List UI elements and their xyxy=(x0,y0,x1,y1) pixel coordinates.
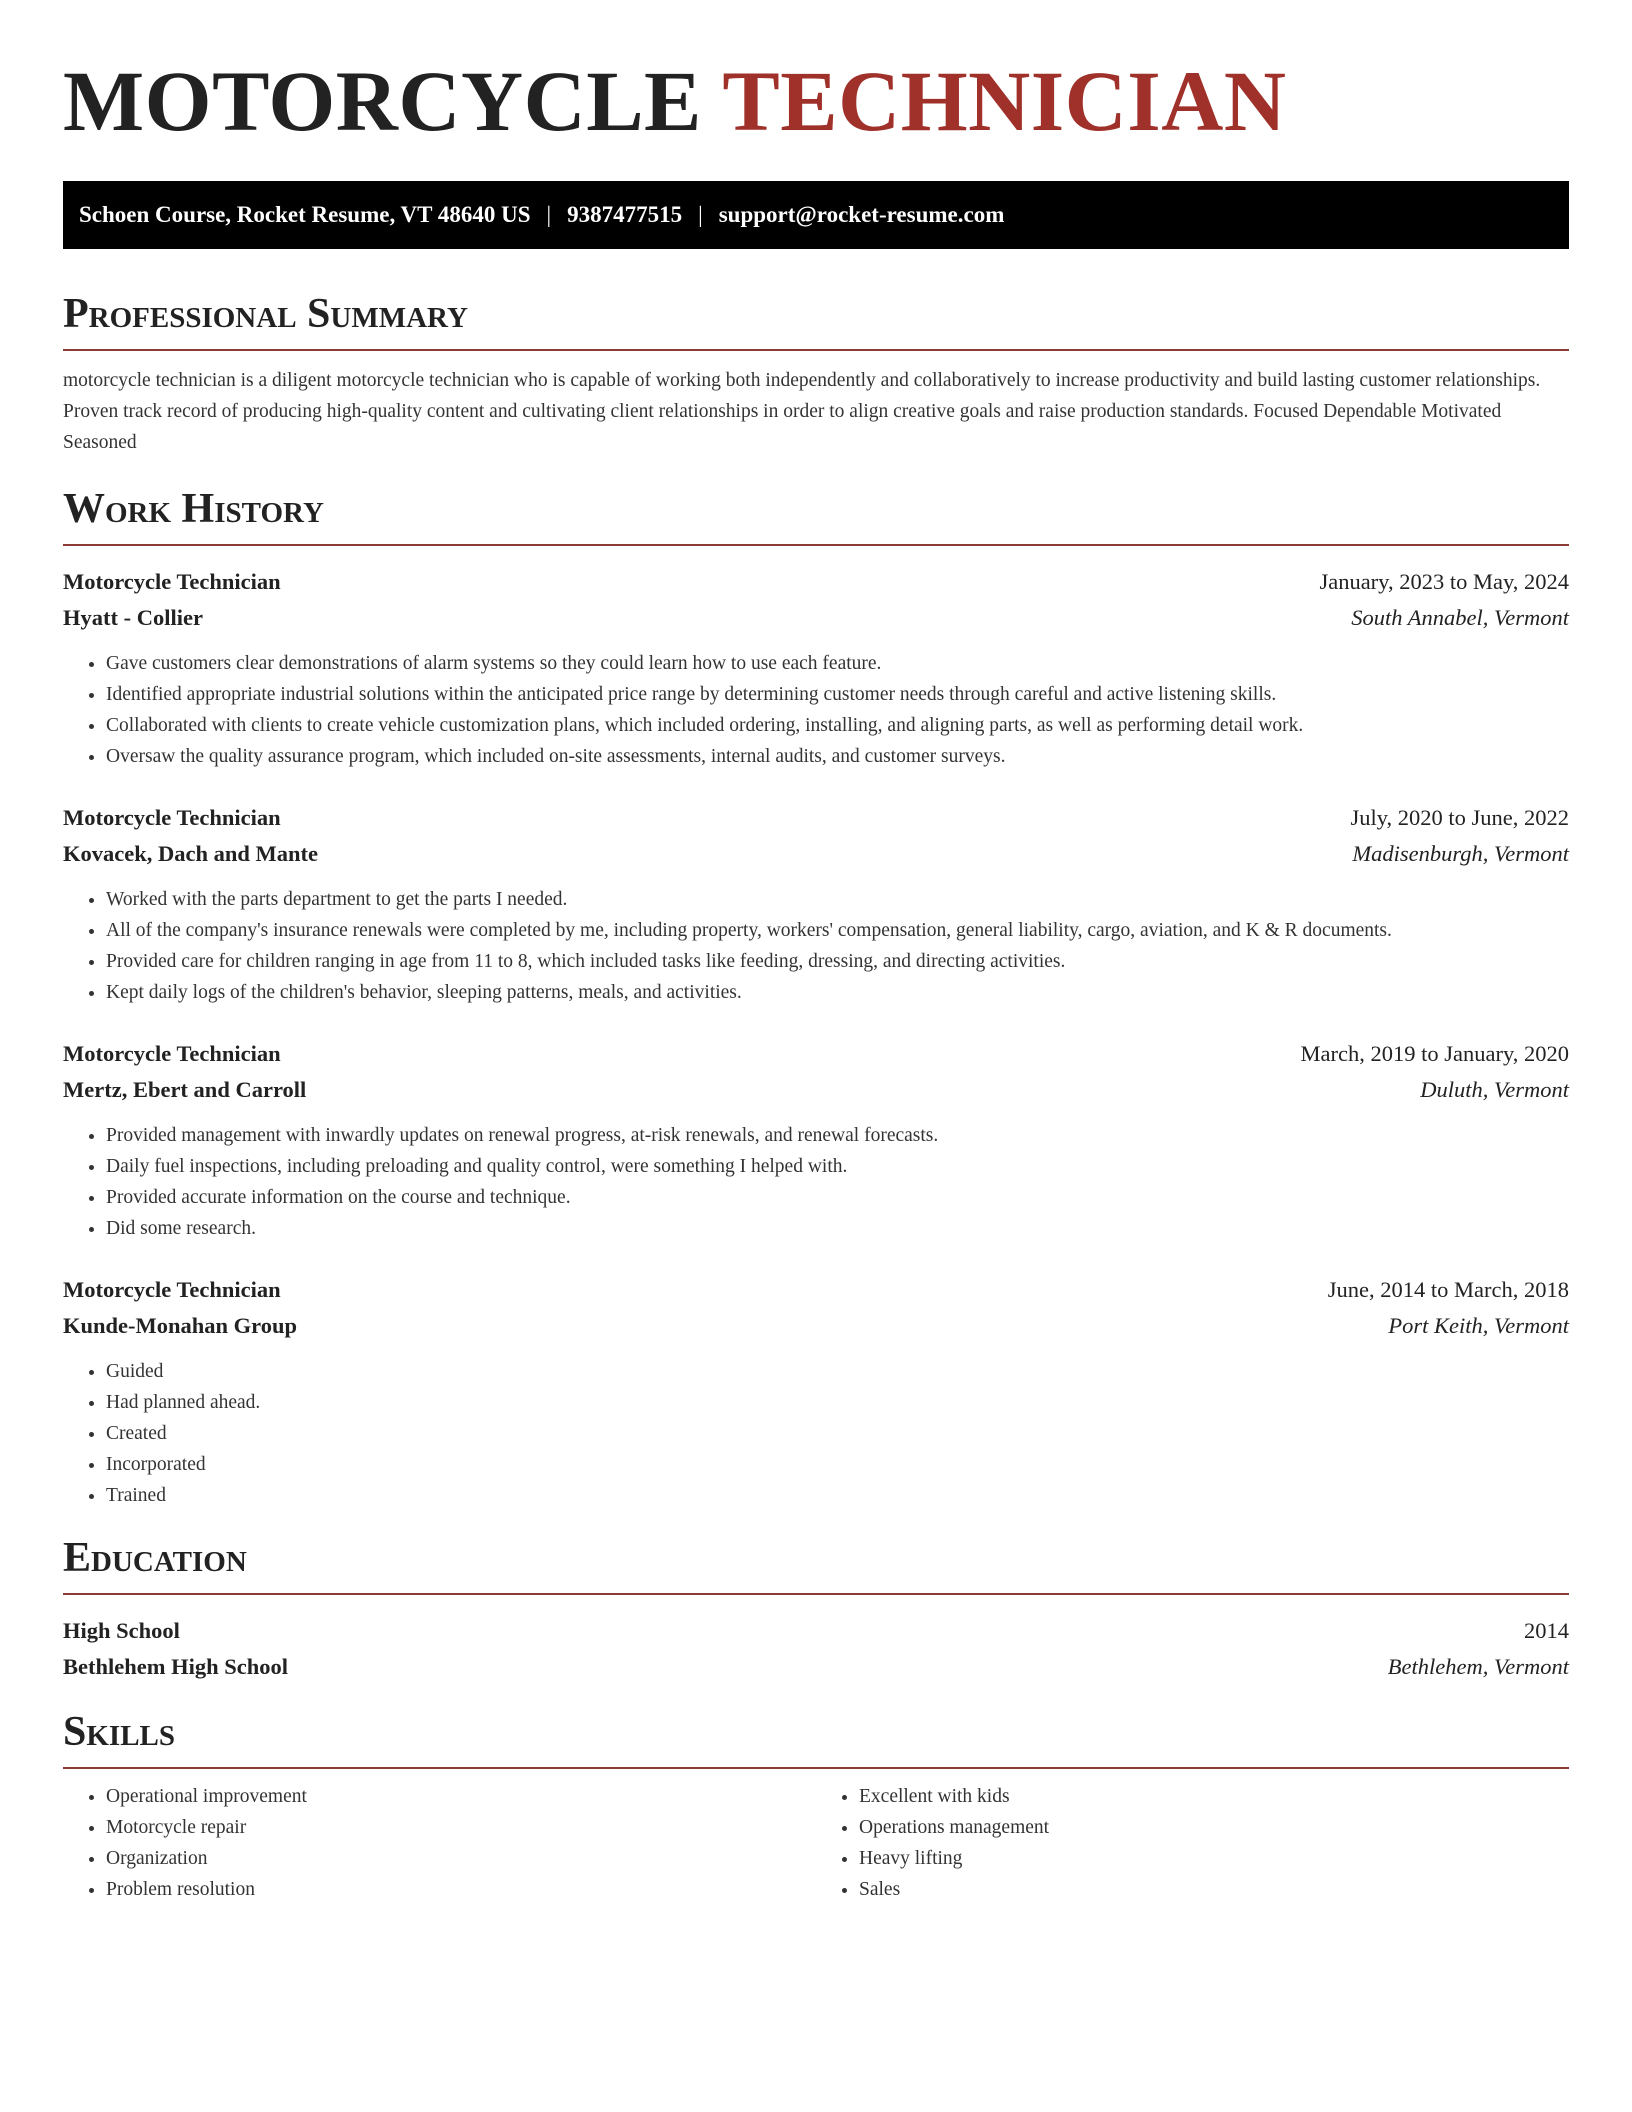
job-bullet: • Worked with the parts department to get the parts I needed. xyxy=(106,884,1569,915)
skills-column-2 xyxy=(816,1781,1569,1905)
job-entry xyxy=(63,1036,1569,1244)
job-location: Port Keith, Vermont xyxy=(1388,1313,1569,1338)
name-second: TECHNICIAN xyxy=(722,53,1287,149)
job-company: Hyatt - Collier xyxy=(63,605,203,630)
job-list xyxy=(63,564,1569,1511)
job-company: Kunde-Monahan Group xyxy=(63,1313,298,1338)
job-bullet: • Collaborated with clients to create vehicle customization plans, which included ordering, installing, and aligning parts, as well as performing detail work. xyxy=(106,710,1569,741)
job-dates: March, 2019 to January, 2020 xyxy=(1300,1041,1569,1066)
name-first: MOTORCYCLE xyxy=(63,53,702,149)
job-dates: June, 2014 to March, 2018 xyxy=(1327,1277,1569,1302)
contact-separator: | xyxy=(698,202,703,227)
job-row-top xyxy=(63,800,1569,836)
job-dates: July, 2020 to June, 2022 xyxy=(1350,805,1569,830)
skill-item: • Motorcycle repair xyxy=(106,1812,816,1843)
education-year: 2014 xyxy=(1524,1618,1569,1643)
work-history-title: Work History xyxy=(63,488,1569,546)
skills-title: Skills xyxy=(63,1711,1569,1769)
skill-item: • Operations management xyxy=(859,1812,1569,1843)
job-bullet: • Kept daily logs of the children's behavior, sleeping patterns, meals, and activities. xyxy=(106,977,1569,1008)
job-bullets xyxy=(63,1356,1569,1511)
contact-phone: 9387477515 xyxy=(567,202,683,227)
education-entry xyxy=(63,1613,1569,1685)
job-bullet: • All of the company's insurance renewals were completed by me, including property, workers' compensation, general liability, cargo, aviation, and K & R documents. xyxy=(106,915,1569,946)
summary-section xyxy=(63,293,1569,458)
job-location: South Annabel, Vermont xyxy=(1351,605,1569,630)
skill-item: • Heavy lifting xyxy=(859,1843,1569,1874)
job-bullet: • Incorporated xyxy=(106,1449,1569,1480)
job-bullets xyxy=(63,884,1569,1008)
skill-item: • Operational improvement xyxy=(106,1781,816,1812)
education-section xyxy=(63,1537,1569,1685)
summary-title: Professional Summary xyxy=(63,293,1569,351)
education-title: Education xyxy=(63,1537,1569,1595)
skills-grid xyxy=(63,1781,1569,1905)
job-bullet: • Identified appropriate industrial solutions within the anticipated price range by determining customer needs through careful and active listening skills. xyxy=(106,679,1569,710)
education-location: Bethlehem, Vermont xyxy=(1387,1654,1569,1679)
education-row-top xyxy=(63,1613,1569,1649)
contact-email: support@rocket-resume.com xyxy=(718,202,1005,227)
skill-item: • Excellent with kids xyxy=(859,1781,1569,1812)
job-bullets xyxy=(63,1120,1569,1244)
job-row-bottom xyxy=(63,836,1569,872)
skill-item: • Organization xyxy=(106,1843,816,1874)
education-degree: High School xyxy=(63,1618,180,1643)
education-school: Bethlehem High School xyxy=(63,1654,289,1679)
job-bullet: • Guided xyxy=(106,1356,1569,1387)
contact-address: Schoen Course, Rocket Resume, VT 48640 US xyxy=(79,202,531,227)
job-role: Motorcycle Technician xyxy=(63,1277,281,1302)
contact-bar xyxy=(63,181,1569,249)
job-bullet: • Provided management with inwardly updates on renewal progress, at-risk renewals, and renewal forecasts. xyxy=(106,1120,1569,1151)
resume-name xyxy=(63,53,1569,149)
job-location: Madisenburgh, Vermont xyxy=(1352,841,1569,866)
contact-separator: | xyxy=(546,202,552,227)
job-row-bottom xyxy=(63,1072,1569,1108)
skill-item: • Sales xyxy=(859,1874,1569,1905)
job-bullet: • Had planned ahead. xyxy=(106,1387,1569,1418)
job-entry xyxy=(63,800,1569,1008)
job-bullet: • Gave customers clear demonstrations of alarm systems so they could learn how to use each feature. xyxy=(106,648,1569,679)
job-row-top xyxy=(63,1272,1569,1308)
job-dates: January, 2023 to May, 2024 xyxy=(1319,569,1569,594)
job-bullet: • Trained xyxy=(106,1480,1569,1511)
job-bullet: • Provided care for children ranging in age from 11 to 8, which included tasks like feeding, dressing, and directing activities. xyxy=(106,946,1569,977)
job-role: Motorcycle Technician xyxy=(63,569,281,594)
job-bullet: • Did some research. xyxy=(106,1213,1569,1244)
job-bullet: • Daily fuel inspections, including preloading and quality control, were something I helped with. xyxy=(106,1151,1569,1182)
skill-item: • Problem resolution xyxy=(106,1874,816,1905)
job-bullet: • Oversaw the quality assurance program, which included on-site assessments, internal audits, and customer surveys. xyxy=(106,741,1569,772)
skills-column-1 xyxy=(63,1781,816,1905)
job-entry xyxy=(63,564,1569,772)
job-company: Mertz, Ebert and Carroll xyxy=(63,1077,307,1102)
job-row-top xyxy=(63,1036,1569,1072)
job-bullet: • Created xyxy=(106,1418,1569,1449)
job-location: Duluth, Vermont xyxy=(1420,1077,1569,1102)
job-row-bottom xyxy=(63,1308,1569,1344)
skills-section xyxy=(63,1711,1569,1905)
job-entry xyxy=(63,1272,1569,1511)
job-row-bottom xyxy=(63,600,1569,636)
summary-text: motorcycle technician is a diligent motorcycle technician who is capable of working both independently and collaboratively to increase productivity and build lasting customer relationships. Proven track record of producing high-quality content and cultivating client relationships in order to align creative goals and raise production standards. Focused Dependable Motivated Seasoned xyxy=(63,370,1541,453)
job-bullet: • Provided accurate information on the course and technique. xyxy=(106,1182,1569,1213)
job-row-top xyxy=(63,564,1569,600)
job-company: Kovacek, Dach and Mante xyxy=(63,841,318,866)
job-role: Motorcycle Technician xyxy=(63,805,281,830)
job-bullets xyxy=(63,648,1569,772)
work-history-section xyxy=(63,488,1569,1511)
education-row-bottom xyxy=(63,1649,1569,1685)
job-role: Motorcycle Technician xyxy=(63,1041,281,1066)
